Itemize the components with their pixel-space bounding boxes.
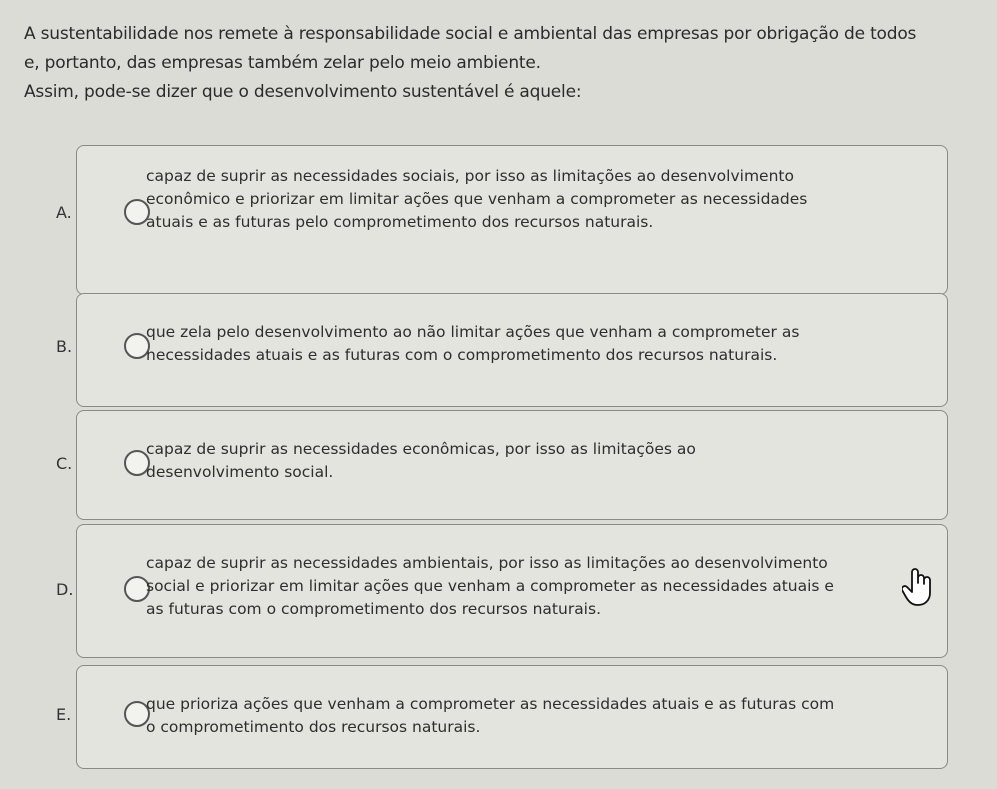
option-letter: C. <box>56 454 73 473</box>
option-line: atuais e as futuras pelo comprometimento dos recursos naturais. <box>146 213 654 231</box>
question-line: e, portanto, das empresas também zelar pelo meio ambiente. <box>24 53 541 73</box>
option-line: capaz de suprir as necessidades econômicas, por isso as limitações ao <box>146 440 696 458</box>
option-letter: D. <box>56 580 74 599</box>
option-letter: A. <box>56 203 72 222</box>
option-line: as futuras com o comprometimento dos recursos naturais. <box>146 600 601 618</box>
question-text <box>24 20 984 107</box>
option-line: social e priorizar em limitar ações que venham a comprometer as necessidades atuais e <box>146 577 834 595</box>
option-e[interactable] <box>28 665 948 775</box>
option-text <box>146 321 946 367</box>
option-line: capaz de suprir as necessidades ambientais, por isso as limitações ao desenvolvimento <box>146 554 828 572</box>
option-line: desenvolvimento social. <box>146 463 334 481</box>
option-line: o comprometimento dos recursos naturais. <box>146 718 481 736</box>
question-line: A sustentabilidade nos remete à responsabilidade social e ambiental das empresas por obrigação de todos <box>24 24 917 44</box>
option-text <box>146 165 946 234</box>
option-d[interactable] <box>28 524 948 659</box>
hand-pointer-icon <box>902 567 936 607</box>
option-letter: E. <box>56 705 72 724</box>
question-line: Assim, pode-se dizer que o desenvolvimento sustentável é aquele: <box>24 82 582 102</box>
option-letter: B. <box>56 337 73 356</box>
option-text <box>146 552 946 621</box>
option-c[interactable] <box>28 410 948 520</box>
option-line: econômico e priorizar em limitar ações que venham a comprometer as necessidades <box>146 190 808 208</box>
option-line: que prioriza ações que venham a comprometer as necessidades atuais e as futuras com <box>146 695 835 713</box>
option-text <box>146 438 946 484</box>
option-line: capaz de suprir as necessidades sociais, por isso as limitações ao desenvolvimento <box>146 167 794 185</box>
option-a[interactable] <box>28 145 948 295</box>
option-b[interactable] <box>28 293 948 408</box>
option-line: necessidades atuais e as futuras com o comprometimento dos recursos naturais. <box>146 346 778 364</box>
option-text <box>146 693 946 739</box>
option-line: que zela pelo desenvolvimento ao não limitar ações que venham a comprometer as <box>146 323 800 341</box>
